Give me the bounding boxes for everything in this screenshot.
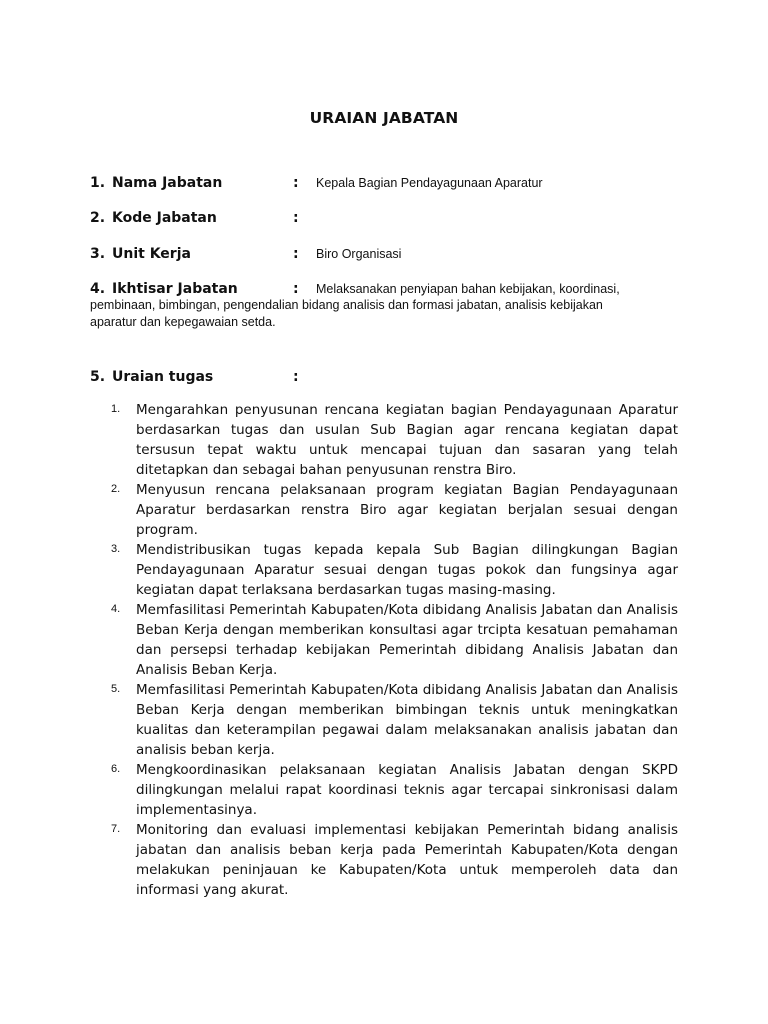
ikhtisar-line: pembinaan, bimbingan, pengendalian bidang analisis dan formasi jabatan, analisis kebijakan [90,298,603,312]
task-text: Monitoring dan evaluasi implementasi kebijakan Pemerintah bidang analisis jabatan dan analisis beban kerja pada Pemerintah Kabupaten/Kota dengan melakukan peninjauan ke Kabupaten/Kota untuk memperoleh data dan informasi yang akurat. [136,822,678,898]
task-item [90,760,678,820]
field-colon: : [293,210,299,226]
task-number: 3. [111,543,121,555]
task-list [90,400,678,900]
field-number: 4. [90,281,106,297]
field-number: 5. [90,369,106,385]
field-value: Kepala Bagian Pendayagunaan Aparatur [316,176,543,190]
task-number: 6. [111,763,121,775]
field-colon: : [293,369,299,385]
field-colon: : [293,281,299,297]
task-number: 1. [111,403,121,415]
field-number: 3. [90,246,106,262]
task-text: Mengkoordinasikan pelaksanaan kegiatan Analisis Jabatan dengan SKPD dilingkungan melalui rapat koordinasi teknis agar tercapai sinkronisasi dalam implementasinya. [136,762,678,818]
task-text: Memfasilitasi Pemerintah Kabupaten/Kota dibidang Analisis Jabatan dan Analisis Beban Kerja dengan memberikan konsultasi agar trcipta kesatuan pemahaman dan persepsi terhadap kebijakan Pemerintah dibidang Analisis Jabatan dan Analisis Beban Kerja. [136,602,678,678]
task-number: 5. [111,683,121,695]
task-item [90,480,678,540]
ikhtisar-line: aparatur dan kepegawaian setda. [90,315,276,329]
field-label: Nama Jabatan [112,175,223,191]
task-number: 2. [111,483,121,495]
field-value: Melaksanakan penyiapan bahan kebijakan, koordinasi, [316,282,620,296]
task-item [90,680,678,760]
field-colon: : [293,246,299,262]
field-label: Kode Jabatan [112,210,217,226]
task-item [90,820,678,900]
task-text: Mendistribusikan tugas kepada kepala Sub Bagian dilingkungan Bagian Pendayagunaan Aparatur sesuai dengan tugas pokok dan fungsinya agar kegiatan dapat terlaksana berdasarkan tugas masing-masing. [136,542,678,598]
task-text: Memfasilitasi Pemerintah Kabupaten/Kota dibidang Analisis Jabatan dan Analisis Beban Kerja dengan memberikan bimbingan teknis untuk meningkatkan kualitas dan keterampilan pegawai dalam melaksanakan analisis jabatan dan analisis beban kerja. [136,682,678,758]
field-number: 1. [90,175,106,191]
task-text: Mengarahkan penyusunan rencana kegiatan bagian Pendayagunaan Aparatur berdasarkan tugas dan usulan Sub Bagian agar rencana kegiatan dapat tersusun tepat waktu untuk mencapai tujuan dan sasaran yang telah ditetapkan dan sebagai bahan penyusunan renstra Biro. [136,402,678,478]
field-colon: : [293,175,299,191]
task-text: Menyusun rencana pelaksanaan program kegiatan Bagian Pendayagunaan Aparatur berdasarkan renstra Biro agar kegiatan berjalan sesuai dengan program. [136,482,678,538]
task-item [90,400,678,480]
field-label: Unit Kerja [112,246,191,262]
document-title: URAIAN JABATAN [309,109,459,127]
task-number: 4. [111,603,121,615]
ikhtisar-continuation [90,297,690,331]
task-item [90,600,678,680]
task-number: 7. [111,823,121,835]
task-item [90,540,678,600]
field-label: Ikhtisar Jabatan [112,281,238,297]
field-value: Biro Organisasi [316,247,402,261]
field-label: Uraian tugas [112,369,214,385]
field-number: 2. [90,210,106,226]
